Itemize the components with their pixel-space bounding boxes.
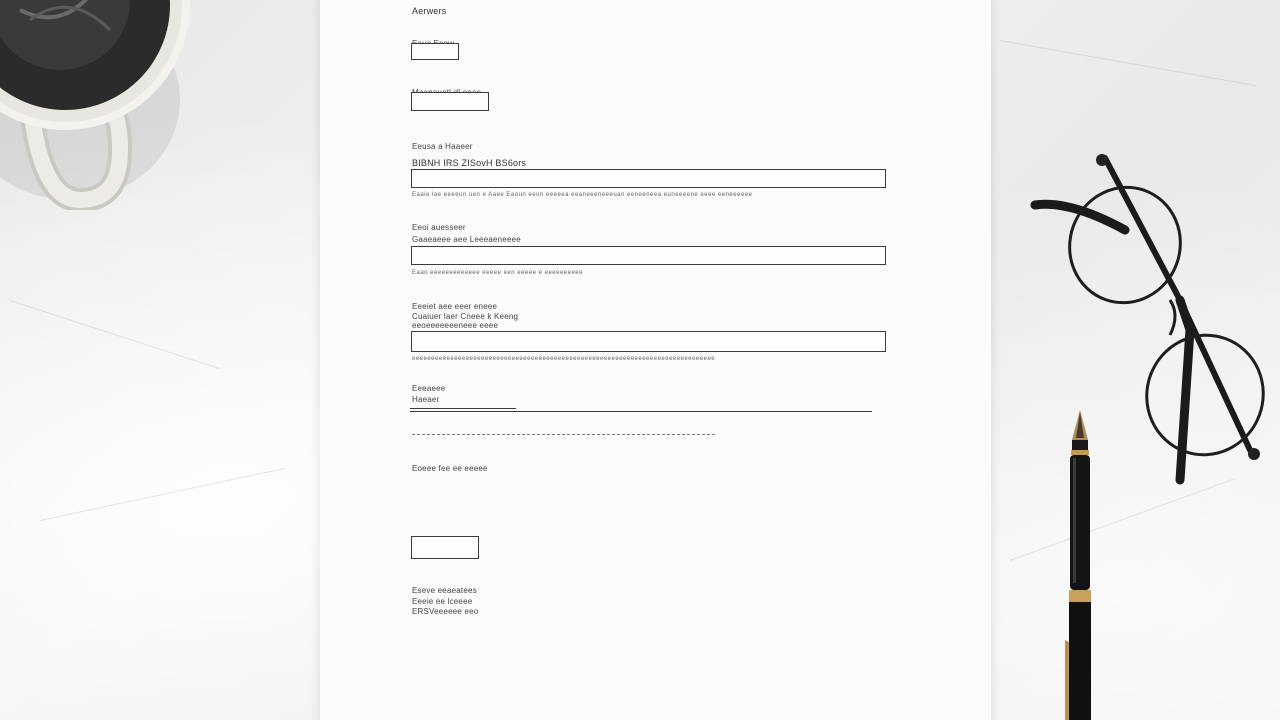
footer-line2: Eeeie ee lceeee <box>412 597 473 606</box>
field2-input[interactable] <box>411 92 489 111</box>
section1-input[interactable] <box>411 169 886 188</box>
marble-vein <box>40 468 285 521</box>
section2-input[interactable] <box>411 246 886 265</box>
section3-helper: eeeeeeeeeeeeeeeeeeeeeeeeeeeeeeeeeeeeeeeeeeeeeeeeeeeeeeeeeeeeeeeeeeeeeeeeeeeeeee <box>412 356 716 362</box>
section4-label: Eeeaeee <box>412 384 446 393</box>
signature-rule[interactable] <box>410 411 872 412</box>
form-document <box>320 0 991 720</box>
footer-line1: Eseve eeaeatees <box>412 586 477 595</box>
footer-line3: ERSVeeeeee eeo <box>412 607 479 616</box>
section3-sublabel: Cuaiuer laer Cneee k Keeng <box>412 312 519 321</box>
marble-vein <box>1000 40 1256 86</box>
section1-helper: Eaaie lae eeeeun uen e Aaee Eaoun eeun eeeeea eeaneeeneeeuan eeneeneea euneeeene eeee eeneeeeee <box>412 192 753 198</box>
document-title: Aerwers <box>412 6 447 16</box>
dotted-rule <box>412 434 715 438</box>
section2-sublabel: Gaaeaeee aee Leeeaeneeee <box>412 235 521 244</box>
section3-label: Eeeiet aee eeer eneee <box>412 302 498 311</box>
field1-input[interactable] <box>411 43 459 60</box>
coffee-mug-icon <box>0 0 210 210</box>
section2-helper: Eaao eeeeeeeeeeeee eeeee een eeeee e eeeeeeeeee <box>412 270 583 276</box>
section4-sublabel: Haeaer <box>412 395 440 404</box>
marble-vein <box>1010 478 1236 561</box>
section3-sublabel2: eeoeeeeeeeneee eeee <box>412 321 499 330</box>
section1-sublabel: BIBNH IRS ZISovH BS6ors <box>412 158 527 168</box>
fountain-pen-icon <box>1060 410 1110 720</box>
section5-label: Eoeee fee ee eeeee <box>412 464 488 473</box>
section2-label: Eeoi auesseer <box>412 223 466 232</box>
marble-vein <box>10 300 220 369</box>
signature-rule-short <box>410 408 516 409</box>
section3-input[interactable] <box>411 331 886 352</box>
section5-input[interactable] <box>411 536 479 559</box>
section1-label: Eeusa a Haaeer <box>412 142 473 151</box>
